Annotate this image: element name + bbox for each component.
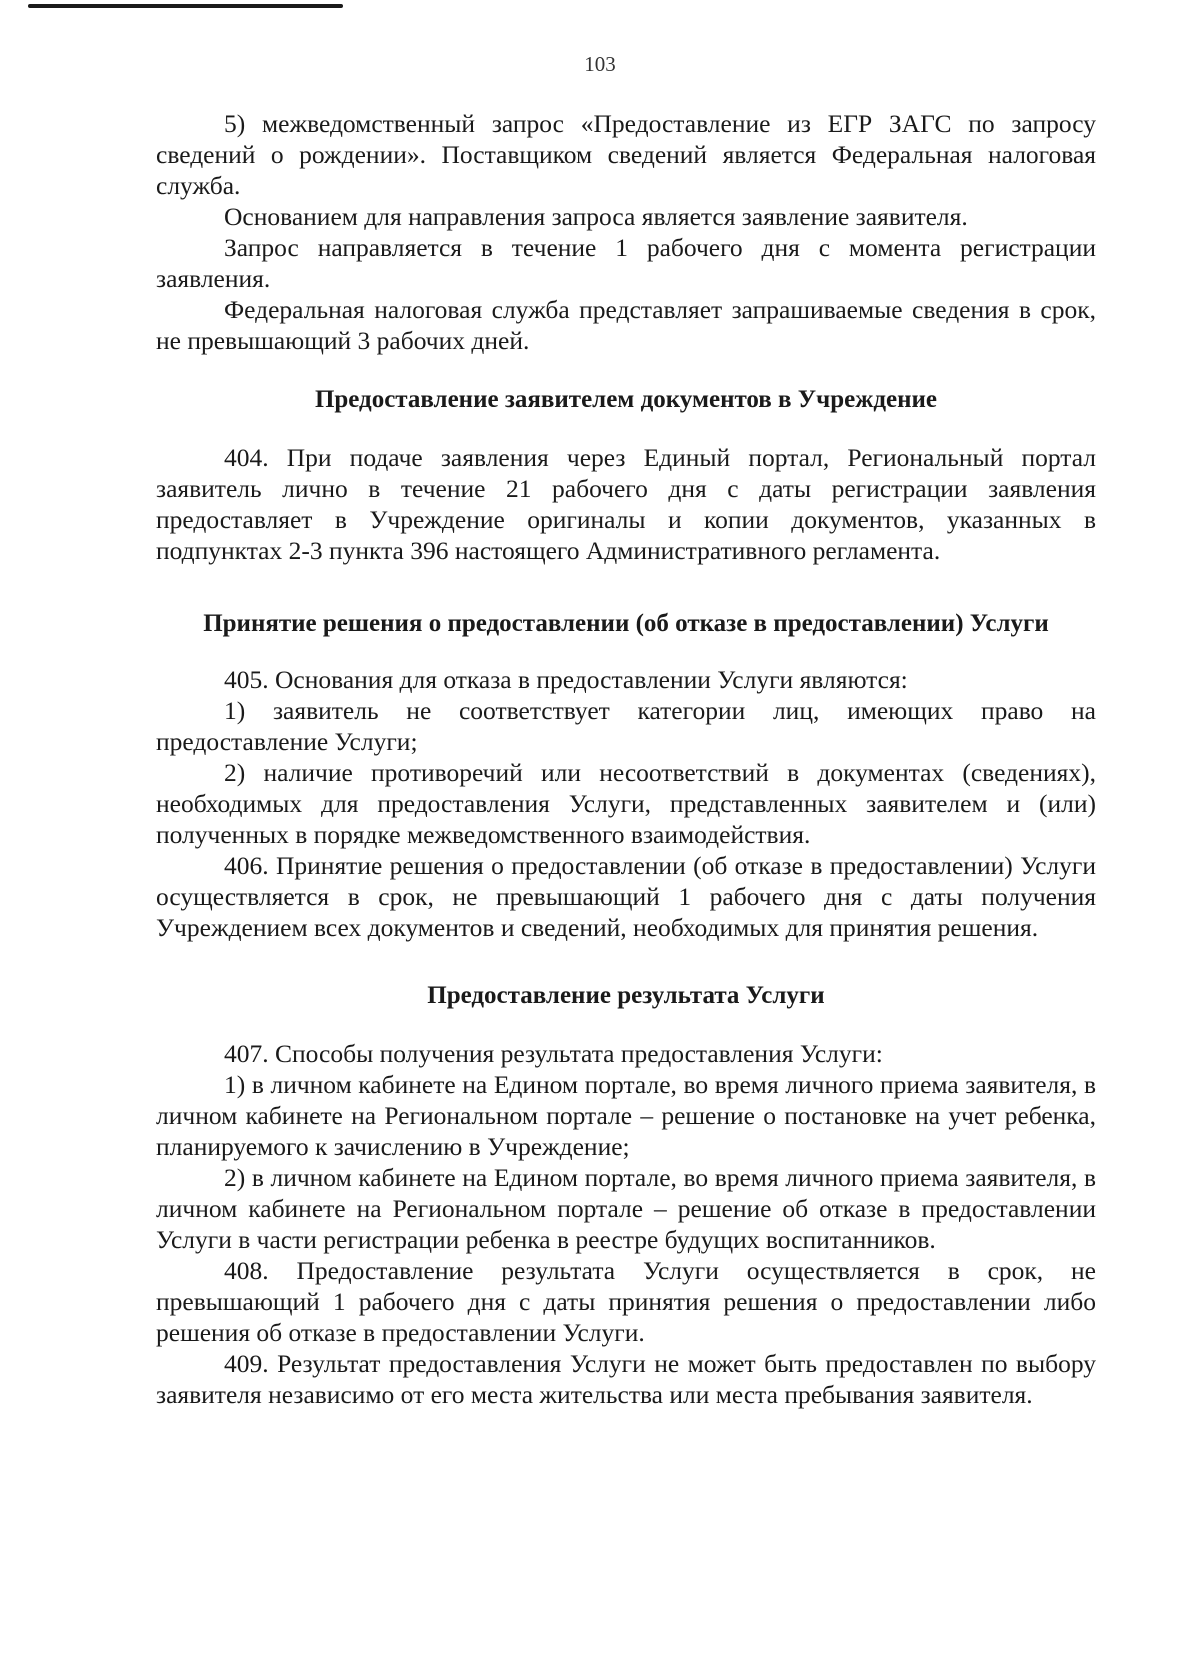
page-number: 103	[584, 52, 616, 76]
paragraph-404: 404. При подаче заявления через Единый портал, Региональный портал заявитель лично в течение 21 рабочего дня с даты регистрации заявления предоставляет в Учреждение оригиналы и копии документов, указанных в подпунктах 2-3 пункта 396 настоящего Административного регламента.	[156, 443, 1096, 565]
paragraph-request-timing: Запрос направляется в течение 1 рабочего дня с момента регистрации заявления.	[156, 233, 1096, 293]
paragraph-405-item-1: 1) заявитель не соответствует категории лиц, имеющих право на предоставление Услуги;	[156, 696, 1096, 756]
document-body	[156, 108, 1096, 1410]
section-heading-result: Предоставление результата Услуги	[427, 982, 825, 1009]
paragraph-409: 409. Результат предоставления Услуги не может быть предоставлен по выбору заявителя независимо от его места жительства или места пребывания заявителя.	[156, 1349, 1096, 1409]
paragraph-tax-service-deadline: Федеральная налоговая служба представляет запрашиваемые сведения в срок, не превышающий 3 рабочих дней.	[156, 295, 1096, 355]
paragraph-408: 408. Предоставление результата Услуги осуществляется в срок, не превышающий 1 рабочего дня с даты принятия решения о предоставлении либо решения об отказе в предоставлении Услуги.	[156, 1256, 1096, 1347]
scan-edge-mark	[28, 4, 343, 8]
paragraph-407-item-1: 1) в личном кабинете на Едином портале, во время личного приема заявителя, в личном кабинете на Региональном портале – решение о постановке на учет ребенка, планируемого к зачислению в Учреждение;	[156, 1070, 1096, 1161]
section-heading-decision: Принятие решения о предоставлении (об отказе в предоставлении) Услуги	[203, 610, 1049, 637]
paragraph-407-item-2: 2) в личном кабинете на Едином портале, во время личного приема заявителя, в личном кабинете на Региональном портале – решение об отказе в предоставлении Услуги в части регистрации ребенка в реестре будущих воспитанников.	[156, 1163, 1096, 1254]
paragraph-405: 405. Основания для отказа в предоставлении Услуги являются:	[224, 665, 908, 694]
section-heading-document-submission: Предоставление заявителем документов в Учреждение	[314, 386, 938, 413]
paragraph-407: 407. Способы получения результата предоставления Услуги:	[224, 1039, 883, 1068]
paragraph-interagency-request: 5) межведомственный запрос «Предоставление из ЕГР ЗАГС по запросу сведений о рождении». Поставщиком сведений является Федеральная налоговая служба.	[156, 109, 1096, 200]
paragraph-406: 406. Принятие решения о предоставлении (об отказе в предоставлении) Услуги осуществляется в срок, не превышающий 1 рабочего дня с даты получения Учреждением всех документов и сведений, необходимых для принятия решения.	[156, 851, 1096, 942]
paragraph-request-basis: Основанием для направления запроса является заявление заявителя.	[224, 202, 968, 231]
paragraph-405-item-2: 2) наличие противоречий или несоответствий в документах (сведениях), необходимых для предоставления Услуги, представленных заявителем и (или) полученных в порядке межведомственного взаимодействия.	[156, 758, 1096, 849]
